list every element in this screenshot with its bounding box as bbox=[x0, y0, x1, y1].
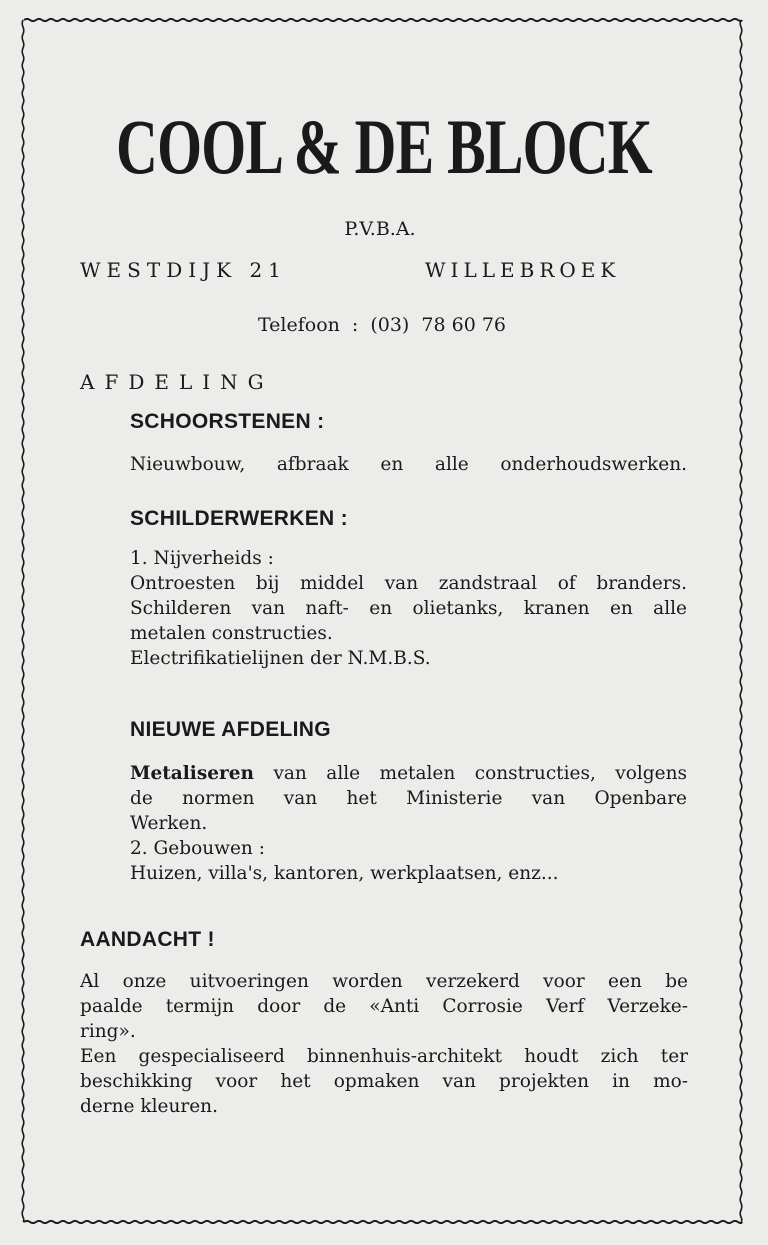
company-name: COOL & DE BLOCK bbox=[116, 103, 652, 190]
aandacht-line: ring». bbox=[80, 1021, 136, 1042]
schilderwerken-line: Schilderen van naft- en olietanks, kranen en alle bbox=[130, 598, 687, 619]
schilderwerken-line: Electrifikatielijnen der N.M.B.S. bbox=[130, 648, 431, 669]
metaliseren-word: Metaliseren bbox=[130, 763, 254, 784]
nieuwe-afdeling-first-line bbox=[130, 761, 687, 786]
schilderwerken-line: 1. Nijverheids : bbox=[130, 548, 274, 569]
address-city: WILLEBROEK bbox=[425, 258, 621, 282]
section-title: AFDELING bbox=[80, 370, 274, 394]
nieuwe-afdeling-line: Huizen, villa's, kantoren, werkplaatsen, enz... bbox=[130, 863, 559, 884]
schoorstenen-line: Nieuwbouw, afbraak en alle onderhoudswerken. bbox=[130, 454, 687, 475]
schilderwerken-line: Ontroesten bij middel van zandstraal of branders. bbox=[130, 573, 687, 594]
phone-number: (03) 78 60 76 bbox=[370, 314, 507, 336]
nieuwe-afdeling-line: van alle metalen constructies, volgens bbox=[273, 763, 687, 784]
aandacht-line: beschikking voor het opmaken van projekten in mo- bbox=[80, 1071, 688, 1092]
schilderwerken-line: metalen constructies. bbox=[130, 623, 333, 644]
nieuwe-afdeling-heading: NIEUWE AFDELING bbox=[130, 718, 331, 741]
schilderwerken-heading: SCHILDERWERKEN : bbox=[130, 507, 348, 530]
schoorstenen-text bbox=[130, 452, 687, 477]
aandacht-line: Een gespecialiseerd binnenhuis-architekt houdt zich ter bbox=[80, 1046, 688, 1067]
aandacht-line: paalde termijn door de «Anti Corrosie Verf Verzeke- bbox=[80, 996, 688, 1017]
address-street: WESTDIJK 21 bbox=[80, 258, 287, 282]
nieuwe-afdeling-line: Werken. bbox=[130, 813, 208, 834]
aandacht-text bbox=[80, 969, 688, 1119]
phone-separator: : bbox=[351, 314, 359, 336]
aandacht-line: Al onze uitvoeringen worden verzekerd voor een be bbox=[80, 971, 688, 992]
schoorstenen-heading: SCHOORSTENEN : bbox=[130, 410, 325, 433]
nieuwe-afdeling-line: 2. Gebouwen : bbox=[130, 838, 265, 859]
phone-line bbox=[0, 314, 764, 336]
legal-form: P.V.B.A. bbox=[344, 218, 416, 240]
nieuwe-afdeling-line: de normen van het Ministerie van Openbare bbox=[130, 788, 687, 809]
aandacht-line: derne kleuren. bbox=[80, 1096, 218, 1117]
schilderwerken-text bbox=[130, 546, 687, 671]
aandacht-heading: AANDACHT ! bbox=[80, 928, 215, 951]
nieuwe-afdeling-text bbox=[130, 761, 687, 886]
phone-label: Telefoon bbox=[257, 314, 340, 336]
